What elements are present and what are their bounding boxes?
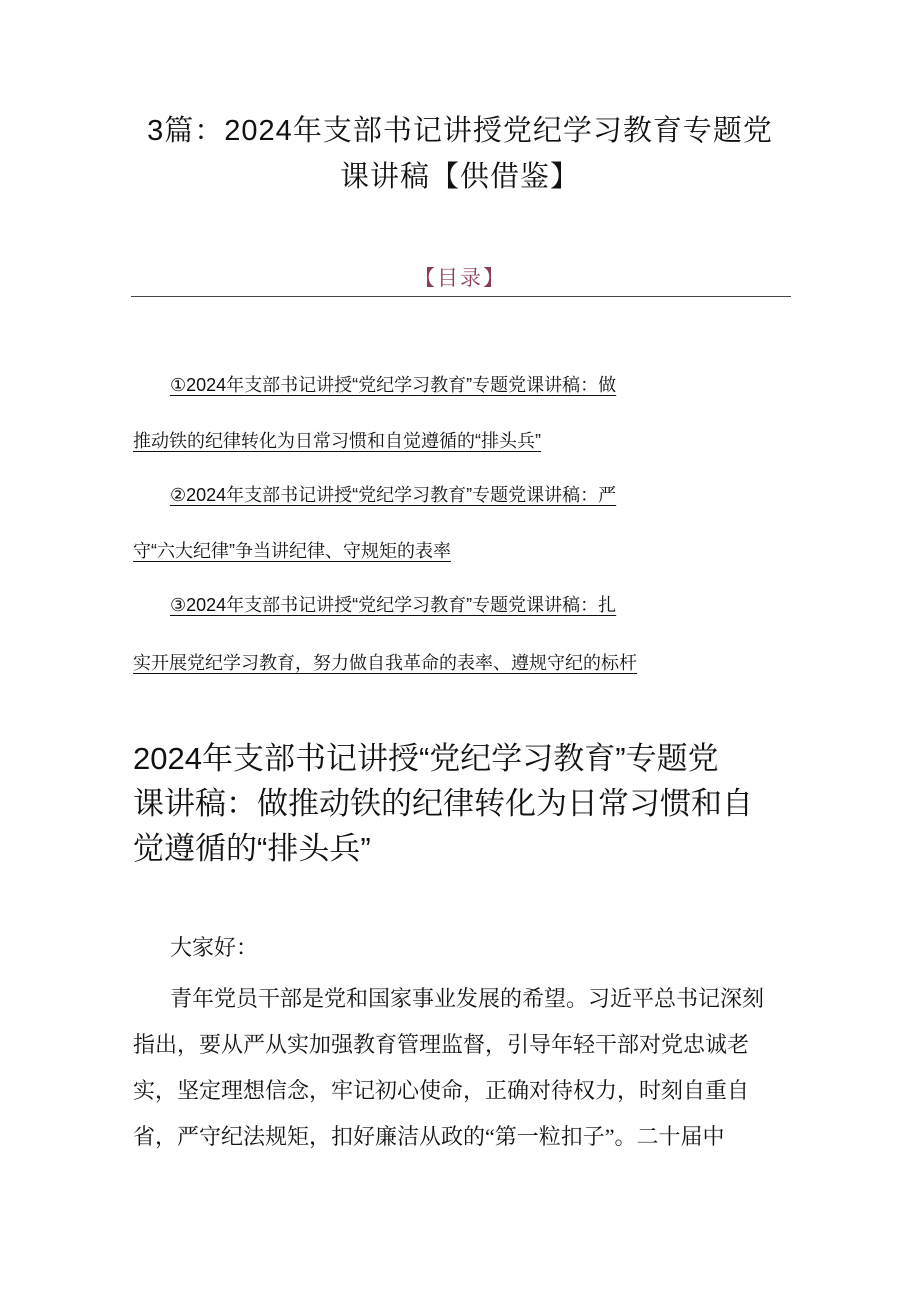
document-title-line-2: 课讲稿【供借鉴】 [339, 161, 580, 193]
greeting: 大家好： [170, 935, 259, 960]
toc-entry-2-line-1[interactable]: ②2024年支部书记讲授“党纪学习教育”专题党课讲稿：严 [170, 485, 617, 505]
paragraph-line-4: 省，严守纪法规矩，扣好廉洁从政的“第一粒扣子”。二十届中 [133, 1124, 725, 1149]
section-title-line-3: 觉遵循的“排头兵” [133, 831, 371, 866]
section-title [133, 736, 803, 871]
section-title-line-2: 课讲稿：做推动铁的纪律转化为日常习惯和自 [133, 786, 753, 821]
toc-heading: 【目录】 [414, 267, 506, 290]
document-title-line-1: 3篇：2024年支部书记讲授党纪学习教育专题党 [147, 115, 773, 147]
toc-entry-2-line-2[interactable]: 守“六大纪律”争当讲纪律、守规矩的表率 [133, 541, 451, 561]
toc-entry-1-line-2[interactable]: 推动铁的纪律转化为日常习惯和自觉遵循的“排头兵” [133, 431, 541, 451]
toc-entry-3-line-2[interactable]: 实开展党纪学习教育，努力做自我革命的表率、遵规守纪的标杆 [133, 653, 637, 673]
toc-entry-1-line-1[interactable]: ①2024年支部书记讲授“党纪学习教育”专题党课讲稿：做 [170, 375, 617, 395]
paragraph-line-3: 实，坚定理想信念，牢记初心使命，正确对待权力，时刻自重自 [133, 1078, 750, 1103]
toc-entry-3-line-1[interactable]: ③2024年支部书记讲授“党纪学习教育”专题党课讲稿：扎 [170, 595, 617, 615]
toc-divider [131, 296, 791, 297]
section-title-line-1: 2024年支部书记讲授“党纪学习教育”专题党 [133, 741, 719, 776]
paragraph-line-2: 指出，要从严从实加强教育管理监督，引导年轻干部对党忠诚老 [133, 1032, 750, 1057]
document-title [100, 108, 820, 200]
paragraph-line-1: 青年党员干部是党和国家事业发展的希望。习近平总书记深刻 [170, 986, 765, 1011]
